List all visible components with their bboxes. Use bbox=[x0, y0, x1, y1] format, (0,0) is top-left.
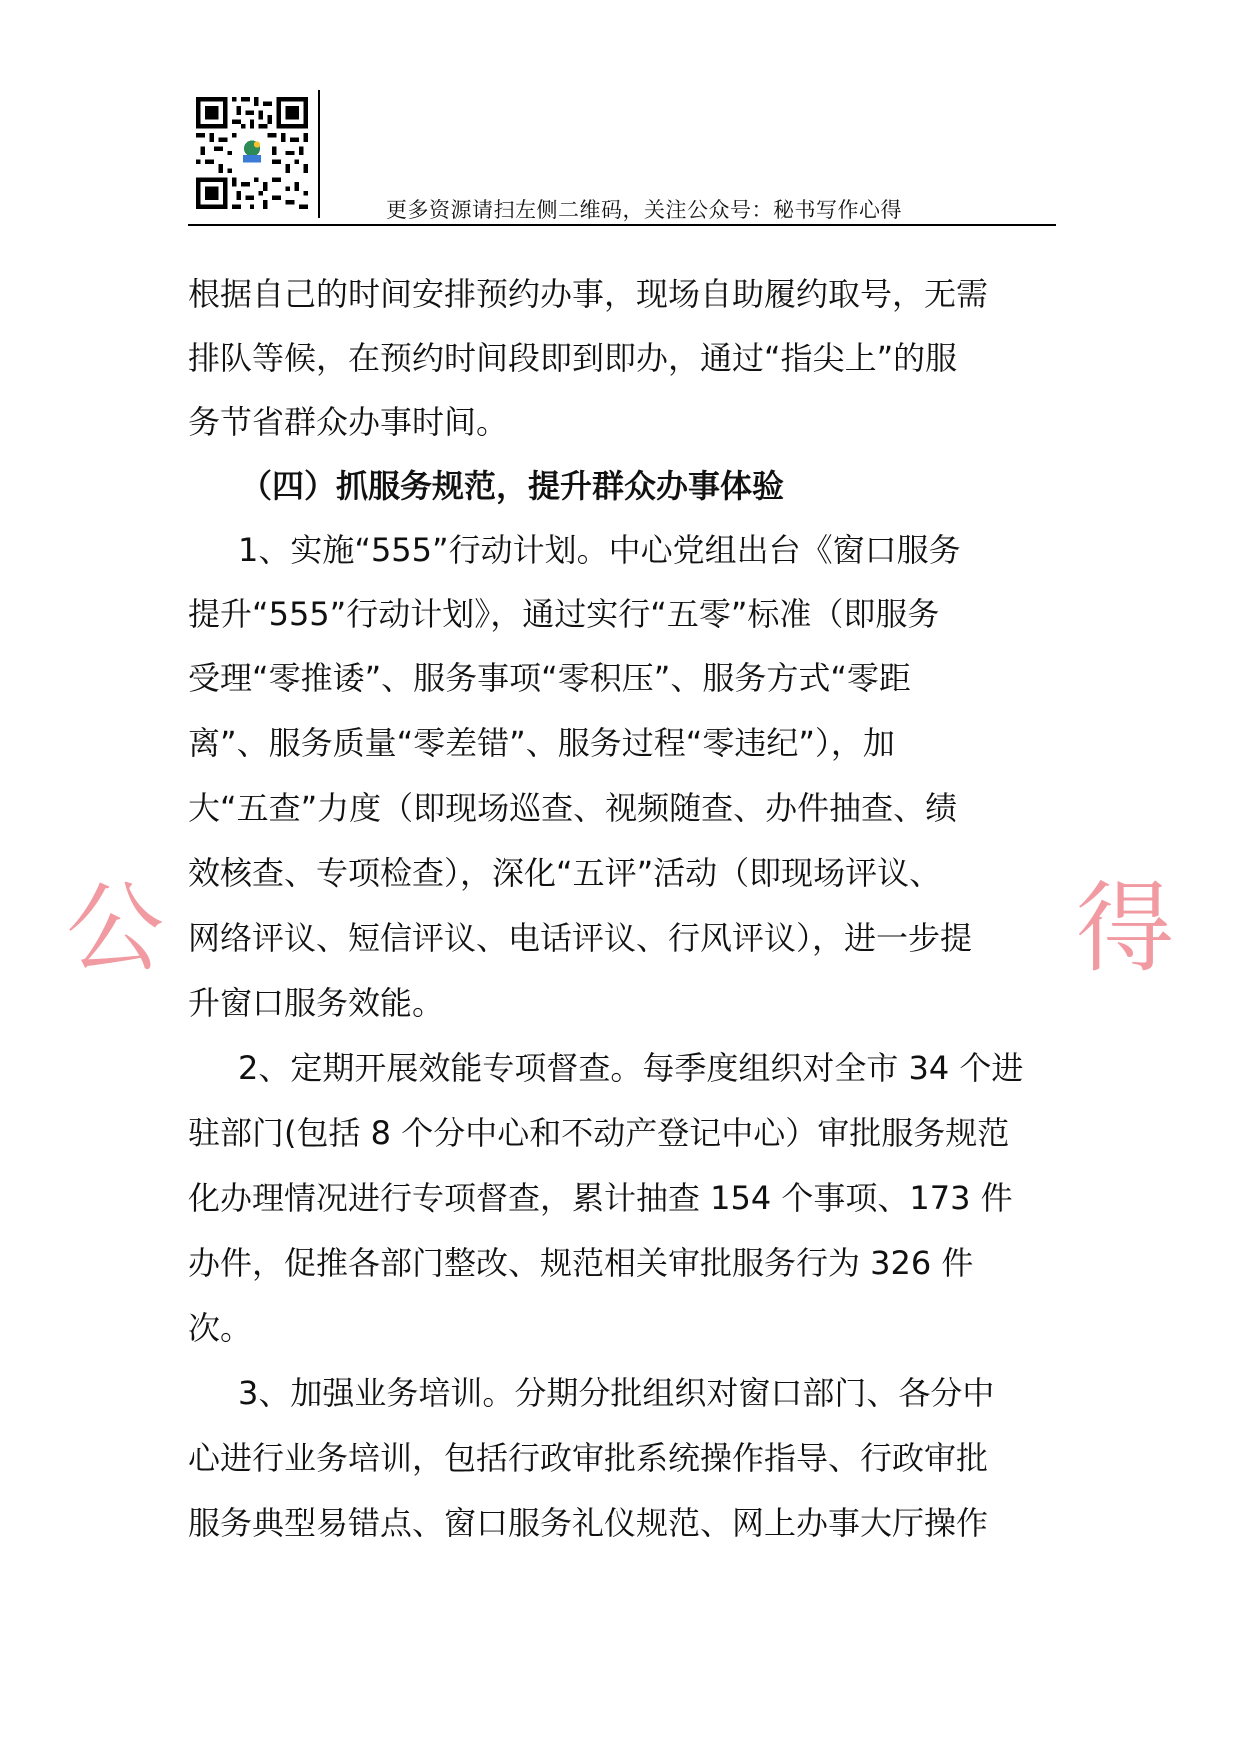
paragraph-line: 根据自己的时间安排预约办事，现场自助履约取号，无需 bbox=[188, 275, 989, 313]
paragraph-line: 2、定期开展效能专项督查。每季度组织对全市 34 个进 bbox=[238, 1049, 1024, 1087]
paragraph-line: 大“五查”力度（即现场巡查、视频随查、办件抽查、绩 bbox=[188, 789, 958, 827]
paragraph-line: 1、实施“555”行动计划。中心党组出台《窗口服务 bbox=[238, 531, 961, 569]
paragraph-line: 3、加强业务培训。分期分批组织对窗口部门、各分中 bbox=[238, 1374, 995, 1412]
paragraph-line: 心进行业务培训，包括行政审批系统操作指导、行政审批 bbox=[188, 1439, 989, 1477]
paragraph-line: 驻部门(包括 8 个分中心和不动产登记中心）审批服务规范 bbox=[188, 1114, 1010, 1152]
header-rule bbox=[188, 224, 1056, 226]
paragraph-line: 服务典型易错点、窗口服务礼仪规范、网上办事大厅操作 bbox=[188, 1504, 989, 1542]
paragraph-line: 网络评议、短信评议、电话评议、行风评议），进一步提 bbox=[188, 919, 973, 957]
paragraph-line: 受理“零推诿”、服务事项“零积压”、服务方式“零距 bbox=[188, 659, 911, 697]
paragraph-line: 效核查、专项检查），深化“五评”活动（即现场评议、 bbox=[188, 854, 942, 892]
paragraph-line: 排队等候，在预约时间段即到即办，通过“指尖上”的服 bbox=[188, 339, 958, 377]
paragraph-line: 化办理情况进行专项督查，累计抽查 154 个事项、173 件 bbox=[188, 1179, 1013, 1217]
paragraph-line: 务节省群众办事时间。 bbox=[188, 403, 509, 441]
paragraph-line: 提升“555”行动计划》，通过实行“五零”标准（即服务 bbox=[188, 595, 940, 633]
watermark-left: 公 bbox=[66, 872, 165, 986]
section-heading: （四）抓服务规范，提升群众办事体验 bbox=[240, 467, 785, 505]
header-text: 更多资源请扫左侧二维码，关注公众号：秘书写作心得 bbox=[386, 198, 902, 222]
paragraph-line: 办件，促推各部门整改、规范相关审批服务行为 326 件 bbox=[188, 1244, 974, 1282]
header-divider-vertical bbox=[318, 90, 320, 218]
paragraph-line: 离”、服务质量“零差错”、服务过程“零违纪”），加 bbox=[188, 724, 895, 762]
paragraph-line: 升窗口服务效能。 bbox=[188, 984, 445, 1022]
paragraph-line: 次。 bbox=[188, 1309, 253, 1347]
qr-code-icon bbox=[196, 97, 308, 209]
watermark-right: 得 bbox=[1076, 872, 1175, 986]
